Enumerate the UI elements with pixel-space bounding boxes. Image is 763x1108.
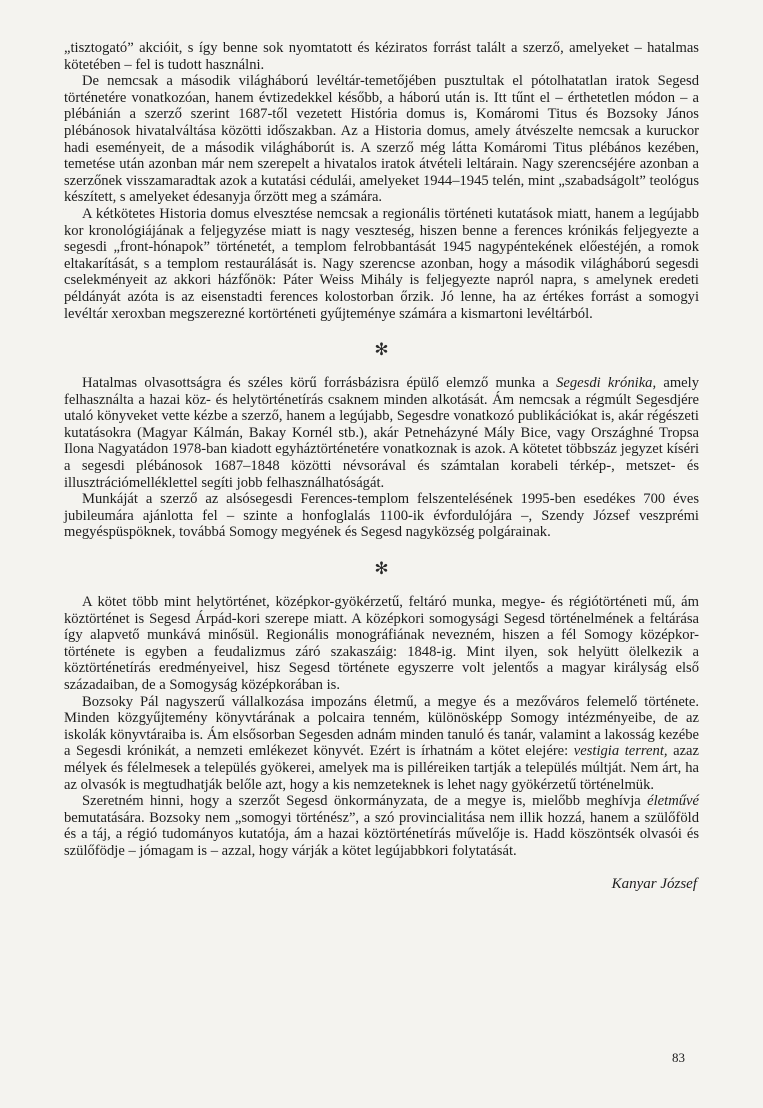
paragraph: Munkáját a szerző az alsósegesdi Ferences-templom felszentelésének 1995-ben esedékes 700 éves jubileumára ajánlotta fel – szinte a honfoglalás 1100-ik évfordulójára –, Szendy József veszprémi megyéspüspöknek, továbbá Somogy megyének és Segesd nagyközség polgárainak. xyxy=(64,491,699,541)
section-divider-asterisk: ✻ xyxy=(374,559,389,579)
paragraph: Szeretném hinni, hogy a szerzőt Segesd önkormányzata, de a megye is, mielőbb meghívja életművé bemutatására. Bozsoky nem „somogyi történész”, a szó provincialitása nem illik hozzá, hanem a szülőföld és a táj, a régió tudományos kutatója, ám a hazai köztörténetírás művelője is. Hadd köszöntsék olvasói és szülőfödje – jómagam is – azzal, hogy várják a kötet legújabbkori folytatását. xyxy=(64,793,699,859)
paragraph: De nemcsak a második világháború levéltár-temetőjében pusztultak el pótolhatatlan iratok Segesd történetére vonatkozóan, hanem évtizedekkel később, a háború után is. Itt tűnt el – érthetetlen módon – a plébánián a szerző szerint 1687-től vezetett História domus is, Komáromi Titus és Bozsoky János plébánosok hivatalváltása közötti időszakban. Az a Historia domus, amely átvészelte nemcsak a kuruckor hadi eseményeit, de a második világháborút is. A szerző még látta Komáromi Titus plébános kezében, temetése után azonban már nem szerepelt a hivatalos iratok átvételi leltárain. Nagy szerencséjére azonban a szerzőnek visszamaradtak azok a kutatási cédulái, amelyeket 1944–1945 telén, mint „szabadságolt” teológus készített, s amelyeket édesanyja őrzött meg a számára. xyxy=(64,73,700,206)
text-section-1 xyxy=(64,40,699,322)
paragraph: A kötet több mint helytörténet, középkor-gyökérzetű, feltáró munka, megye- és régiótörténeti mű, ám köztörténet is Segesd Árpád-kori szerepe miatt. A középkori somogysági Segesd történelmének a feltárása így alapvető munkává minősül. Regionális monográfiának nevezném, hiszen a fél Somogy középkor-története is egyben a feudalizmus záró szakaszáig: 1848-ig. Mint ilyen, sok helyütt ölelkezik a köztörténetírás eredményeivel, hisz Segesd története egyszerre volt jelentős a magyar királyság első századaiban, de a Somogyság középkorában is. xyxy=(64,594,699,693)
text-section-2 xyxy=(64,375,699,541)
paragraph: A kétkötetes Historia domus elvesztése nemcsak a regionális történeti kutatások miatt, hanem a legújabb kor kronológiájának a feljegyzése miatt is nagy veszteség, hiszen benne a ferences krónikás feljegyezte a segesdi „front-hónapok” történetét, a templom felrobbantását 1945 nagypéntekének előestéjén, a romok eltakarítását, s a templom restaurálását is. Nagy szerencse azonban, hogy a második világháború segesdi cselekményeit az akkori házfőnök: Páter Weiss Mihály is feljegyezte napról napra, s amelynek eredeti példányát azóta is az eisenstadti ferences kolostorban őrzik. Jó lenne, ha az értékes forrást a somogyi levéltár xeroxban megszerezné kortörténeti gyűjteménye számára a kismartoni levéltárból. xyxy=(64,205,699,322)
section-divider-asterisk: ✻ xyxy=(374,340,389,360)
paragraph: Hatalmas olvasottságra és széles körű forrásbázisra épülő elemző munka a Segesdi krónika, amely felhasználta a hazai köz- és helytörténetírás csaknem minden alkotását. Ám nemcsak a régmúlt Segesdjére utaló könyveket vette kézbe a szerző, hanem a legújabb, Segesdre vonatkozó publikációkat is, akár régészeti kutatásokra (Magyar Kálmán, Bakay Kornél stb.), akár Petneházyné Mály Bice, vagy Országhné Tropsa Ilona Nagyatádon 1978-ban kiadott egyháztörténetére vonatkoznak is azok. A kötetet többszáz jegyzet kíséri a segesdi plébánosok 1687–1848 közötti névsorával és számtalan korabeli térkép-, metszet- és illusztrációmelléklettel segíti jobb felhasználhatóságát. xyxy=(64,375,699,491)
paragraph: „tisztogató” akcióit, s így benne sok nyomtatott és kéziratos forrást talált a szerző, amelyeket – hatalmas kötetében – fel is tudott használni. xyxy=(64,40,699,73)
text-section-3 xyxy=(64,594,699,860)
author-signature: Kanyar József xyxy=(611,875,697,892)
paragraph: Bozsoky Pál nagyszerű vállalkozása impozáns életmű, a megye és a mezőváros felemelő története. Minden közgyűjtemény könyvtárának a polcaira tenném, különösképp Somogy intézményeibe, de az iskolák könyvtáraiba is. Ám elsősorban Segesden adnám minden tanuló és tanár, valamint a lakosság kezébe a Segesdi krónikát, a nemzeti emlékezet könyvét. Ezért is írhatnám a kötet elejére: vestigia terrent, azaz mélyek és félelmesek a település gyökerei, amelyek ma is pilléreiken tartják a település múltját. Nem árt, ha az olvasók is megtudhatják belőle azt, hogy a kis nemzeteknek is lehet nagy gyökérzetű történelmük. xyxy=(64,693,700,793)
page-number: 83 xyxy=(672,1050,685,1065)
